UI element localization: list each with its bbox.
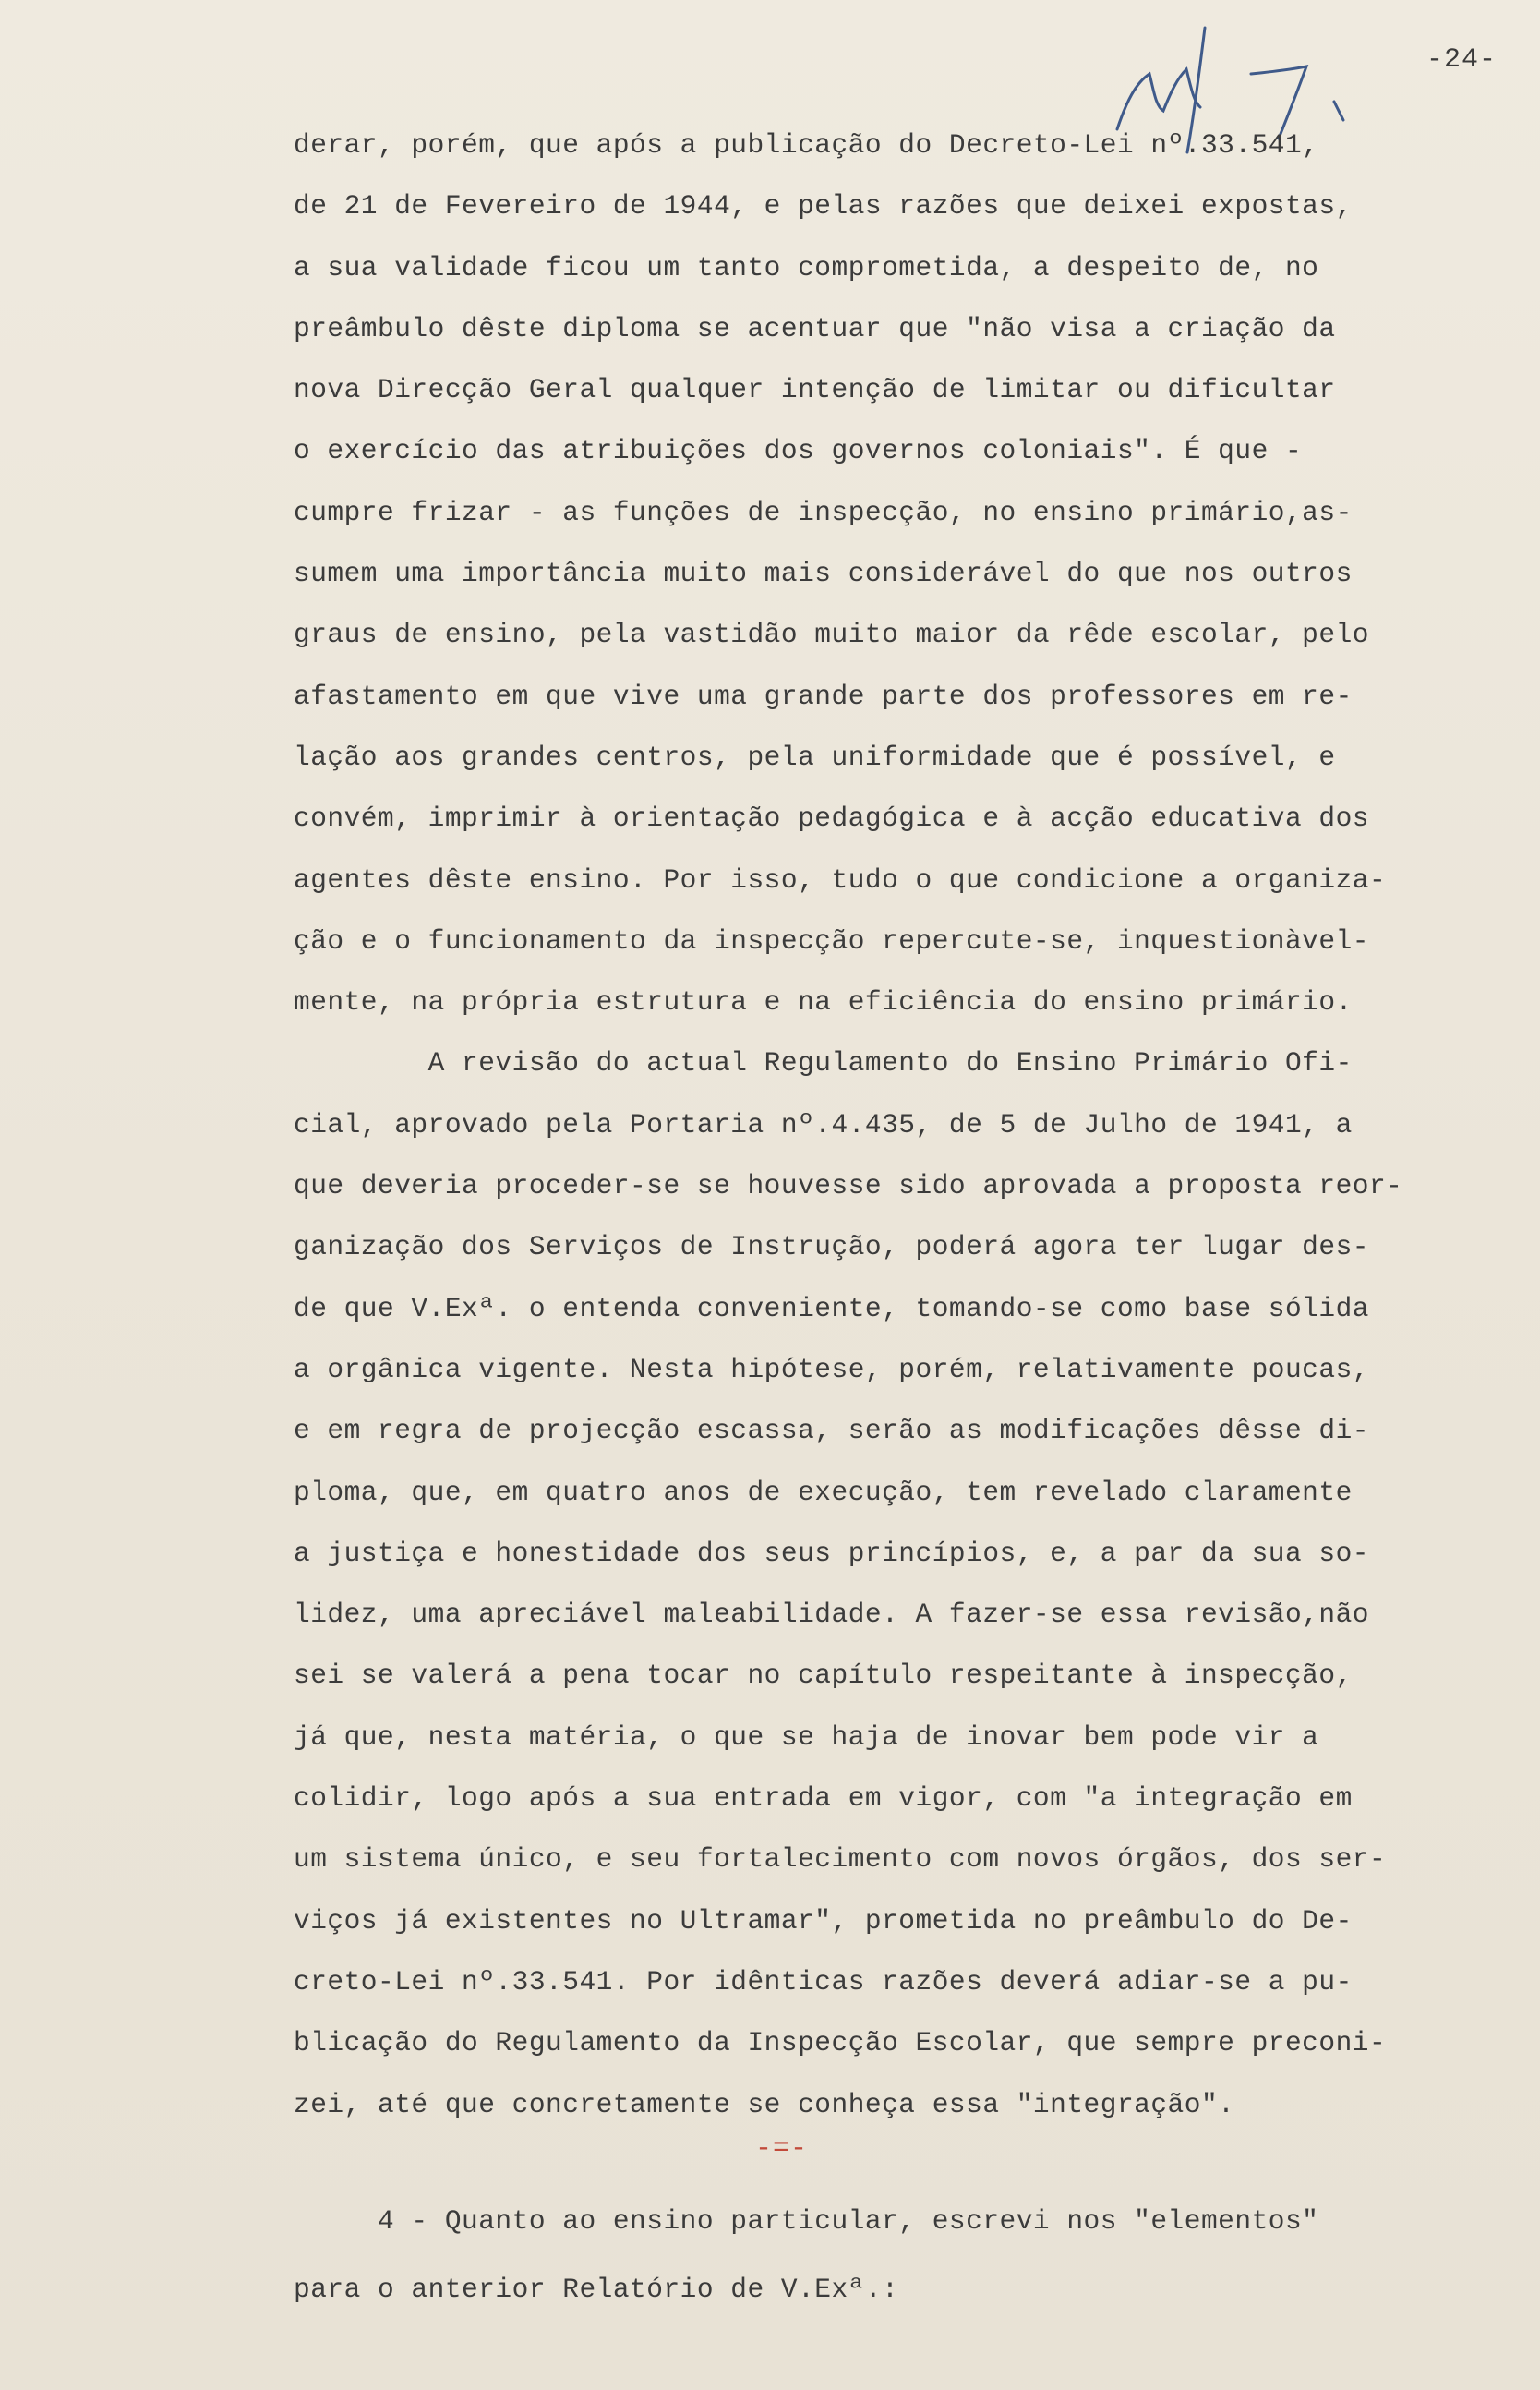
text-line: a orgânica vigente. Nesta hipótese, porém, relativamente poucas, (294, 1353, 1369, 1385)
text-line: que deveria proceder-se se houvesse sido aprovada a proposta reor- (294, 1170, 1403, 1202)
text-line: sumem uma importância muito mais considerável do que nos outros (294, 558, 1353, 590)
text-line: lidez, uma apreciável maleabilidade. A fazer-se essa revisão,não (294, 1599, 1369, 1631)
text-line: ploma, que, em quatro anos de execução, tem revelado claramente (294, 1476, 1353, 1508)
text-line: A revisão do actual Regulamento do Ensino Primário Ofi- (294, 1047, 1353, 1080)
section-divider: -=- (755, 2133, 809, 2165)
text-line: já que, nesta matéria, o que se haja de inovar bem pode vir a (294, 1720, 1319, 1753)
text-line: um sistema único, e seu fortalecimento com novos órgãos, dos ser- (294, 1843, 1387, 1876)
text-line: preâmbulo dêste diploma se acentuar que "não visa a criação da (294, 312, 1336, 344)
text-line: creto-Lei nº.33.541. Por idênticas razões deverá adiar-se a pu- (294, 1965, 1353, 1998)
text-line: cial, aprovado pela Portaria nº.4.435, de 5 de Julho de 1941, a (294, 1108, 1353, 1141)
text-line: mente, na própria estrutura e na eficiência do ensino primário. (294, 986, 1353, 1019)
text-line: de que V.Exª. o entenda conveniente, tomando-se como base sólida (294, 1292, 1369, 1324)
text-line: cumpre frizar - as funções de inspecção, no ensino primário,as- (294, 496, 1353, 528)
text-line: nova Direcção Geral qualquer intenção de limitar ou dificultar (294, 374, 1336, 406)
text-line: ganização dos Serviços de Instrução, poderá agora ter lugar des- (294, 1231, 1369, 1263)
page-number: -24- (1426, 44, 1498, 76)
text-line: graus de ensino, pela vastidão muito maior da rêde escolar, pelo (294, 619, 1369, 651)
text-line: lação aos grandes centros, pela uniformidade que é possível, e (294, 741, 1336, 773)
paragraph-4 (294, 2187, 1494, 2324)
text-line: a justiça e honestidade dos seus princípios, e, a par da sua so- (294, 1537, 1369, 1569)
text-line: colidir, logo após a sua entrada em vigor, com "a integração em (294, 1782, 1353, 1815)
text-line: a sua validade ficou um tanto comprometida, a despeito de, no (294, 251, 1319, 284)
text-line: ção e o funcionamento da inspecção repercute-se, inquestionàvel- (294, 924, 1369, 957)
text-line: agentes dêste ensino. Por isso, tudo o que condicione a organiza- (294, 863, 1387, 896)
text-line: afastamento em que vive uma grande parte dos professores em re- (294, 680, 1353, 712)
text-line: convém, imprimir à orientação pedagógica e à acção educativa dos (294, 803, 1369, 835)
body-text (294, 115, 1494, 2135)
text-line: de 21 de Fevereiro de 1944, e pelas razões que deixei expostas, (294, 190, 1353, 223)
text-line: sei se valerá a pena tocar no capítulo respeitante à inspecção, (294, 1660, 1353, 1692)
text-line: para o anterior Relatório de V.Exª.: (294, 2274, 899, 2305)
text-line: derar, porém, que após a publicação do Decreto-Lei nº.33.541, (294, 129, 1319, 161)
text-line: o exercício das atribuições dos governos coloniais". É que - (294, 435, 1303, 467)
text-line: 4 - Quanto ao ensino particular, escrevi nos "elementos" (294, 2205, 1319, 2237)
text-line: viços já existentes no Ultramar", prometida no preâmbulo do De- (294, 1904, 1353, 1937)
text-line: zei, até que concretamente se conheça essa "integração". (294, 2088, 1235, 2120)
text-line: blicação do Regulamento da Inspecção Escolar, que sempre preconi- (294, 2027, 1387, 2059)
text-line: e em regra de projecção escassa, serão as modificações dêsse di- (294, 1415, 1369, 1447)
